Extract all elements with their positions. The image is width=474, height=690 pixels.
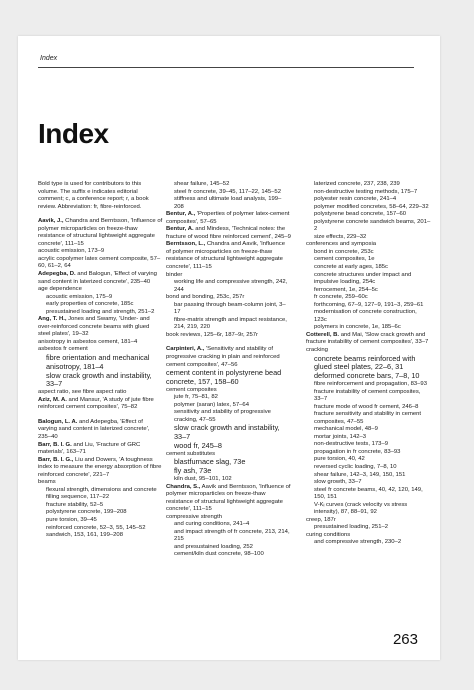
entry-text: concrete beams reinforced with glued steel plates, 22–6, 31: [314, 353, 416, 372]
entry-text: and presustained loading, 252: [174, 543, 253, 550]
entry-text: wood fr, 245–8: [174, 441, 222, 451]
index-entry: [38, 389, 163, 397]
index-subentry: [38, 354, 163, 372]
index-subentry: [306, 449, 431, 457]
entry-text: fibre reinforcement and propagation, 83–93: [314, 380, 427, 387]
entry-text: presustained loading, 251–2: [314, 524, 389, 531]
entry-text: and Mansur, 'A study of jute fibre reinforced cement composites', 75–82: [38, 396, 154, 411]
entry-text: Chandra and Aavik, 'Influence of polymer microparticles on freeze-thaw resistance of structural lightweight aggregate concrete', 111–15: [166, 241, 285, 271]
header-rule: [38, 67, 414, 68]
index-subentry: [306, 181, 431, 189]
index-entry: [38, 479, 163, 487]
index-subentry: [306, 426, 431, 434]
index-subentry: [166, 424, 291, 442]
index-entry: [166, 241, 291, 271]
index-column-3: [306, 181, 431, 547]
entry-text: compressive strength: [166, 513, 222, 520]
index-entry: [38, 218, 163, 248]
index-subentry: [306, 456, 431, 464]
entry-text: sandwich, 153, 161, 199–208: [46, 532, 123, 539]
entry-text: stiffness and ultimate load analysis, 199–208: [174, 196, 282, 210]
index-entry: [306, 241, 431, 249]
entry-text: cement composites: [166, 386, 217, 393]
index-subentry: [306, 381, 431, 389]
entry-text: cement composites, 1e: [314, 256, 375, 263]
entry-text: shear failure, 145–52: [174, 181, 230, 187]
entry-text: anisotropy in asbestos cement, 181–4: [38, 338, 138, 345]
index-entry: [166, 294, 291, 302]
entry-text: aspect ratio, see fibre aspect ratio: [38, 389, 127, 396]
index-entry: [306, 332, 431, 347]
entry-text: shear failure, 142–3, 149, 150, 151: [314, 471, 406, 478]
index-entry: [166, 514, 291, 522]
entry-text: acoustic emission, 173–9: [38, 248, 105, 255]
entry-text: cement content in polystyrene bead concrete, 157, 158–60: [166, 368, 282, 386]
entry-text: and curing conditions, 241–4: [174, 521, 250, 528]
contributor-name: Balogun, L. A.: [38, 418, 78, 425]
entry-text: acrylic copolymer latex cement composite, 57–60, 61–2, 64: [38, 255, 161, 270]
page-number: 263: [392, 631, 418, 648]
index-subentry: [166, 302, 291, 317]
index-subentry: [306, 372, 431, 381]
entry-text: slow crack growth and instability, 33–7: [174, 423, 280, 442]
entry-text: ferrocement, 1e, 254–5c: [314, 286, 378, 293]
entry-text: and Adepegba, 'Effect of varying sand content in laterized concrete', 235–40: [38, 418, 150, 440]
entry-text: fly ash, 73e: [174, 466, 212, 476]
entry-text: fibre-matrix strength and impact resistance, 214, 219, 220: [174, 316, 287, 331]
index-subentry: [38, 525, 163, 533]
index-subentry: [166, 196, 291, 211]
entry-text: cracking: [306, 347, 328, 354]
index-entry: [38, 248, 163, 256]
entry-text: polystyrene concrete, 199–208: [46, 509, 127, 516]
contributor-name: Barr, B. I. G.: [38, 441, 72, 448]
entry-text: kiln dust, 95–101, 102: [174, 475, 232, 482]
entry-text: concrete at early ages, 185c: [314, 264, 389, 271]
entry-text: curing conditions: [306, 531, 351, 538]
index-subentry: [306, 189, 431, 197]
contributor-name: Berntsson, L.,: [166, 241, 206, 248]
entry-text: polymer modified concretes, 58–64, 229–32: [314, 203, 429, 210]
contributor-name: Chandra, S.,: [166, 483, 201, 490]
index-subentry: [38, 294, 163, 302]
entry-text: polystyrene concrete sandwich beams, 201–2: [314, 218, 431, 233]
index-subentry: [306, 249, 431, 257]
running-head: Index: [40, 55, 58, 62]
entry-text: early properties of concrete, 185c: [46, 301, 134, 308]
entry-text: propagation in fr concrete, 83–93: [314, 448, 401, 455]
entry-text: beams: [38, 479, 56, 486]
index-entry: [306, 517, 431, 525]
index-subentry: [306, 196, 431, 204]
index-subentry: [306, 502, 431, 517]
index-entry: [38, 256, 163, 271]
entry-text: polymers in concrete, 1e, 185–6c: [314, 324, 401, 331]
index-subentry: [38, 487, 163, 502]
entry-text: size effects, 229–32: [314, 233, 367, 240]
entry-text: pure torsion, 39–45: [46, 516, 97, 523]
index-intro: Bold type is used for contributors to this volume. The suffix e indicates editorial comment; c, a conference report; r, a book review. Abbreviation: fr, fibre-reinforced.: [38, 181, 149, 210]
contributor-name: Bentur, A.: [166, 226, 194, 233]
entry-text: presustained loading and strength, 251–2: [46, 308, 155, 315]
entry-text: pure torsion, 40, 42: [314, 456, 365, 463]
index-subentry: [306, 472, 431, 480]
index-subentry: [306, 441, 431, 449]
index-entry: [38, 397, 163, 412]
index-subentry: [306, 219, 431, 234]
entry-text: polyester resin concrete, 241–4: [314, 196, 397, 203]
index-entry: [38, 316, 163, 339]
entry-text: slow crack growth and instability, 33–7: [46, 370, 152, 389]
entry-text: polystyrene bead concrete, 157–60: [314, 211, 407, 218]
entry-text: cement/kiln dust concrete, 98–100: [174, 551, 264, 558]
index-entry: [38, 457, 163, 480]
entry-text: fracture instability of cement composites, 33–7: [314, 388, 421, 403]
entry-text: creep, 187r: [306, 516, 336, 523]
entry-text: 'Sensitivity and stability of progressive cracking in plain and reinforced cement composites', 47–56: [166, 346, 280, 368]
entry-text: forthcoming, 67–9, 127–9, 191–3, 259–61: [314, 301, 424, 308]
index-subentry: [166, 521, 291, 529]
index-subentry: [166, 409, 291, 424]
index-subentry: [306, 272, 431, 287]
index-subentry: [306, 294, 431, 302]
index-subentry: [306, 211, 431, 219]
entry-text: bar passing through beam-column joint, 3–17: [174, 301, 286, 316]
index-entry: [166, 332, 291, 340]
index-subentry: [166, 544, 291, 552]
entry-text: and Mindess, 'Technical notes: the fracture of wood fibre reinforced cement', 245–9: [166, 226, 291, 240]
index-subentry: [166, 529, 291, 544]
index-entry: [166, 272, 291, 280]
index-subentry: [166, 189, 291, 197]
entry-text: cement substitutes: [166, 450, 216, 457]
index-subentry: [38, 532, 163, 540]
index-entry: [166, 387, 291, 395]
index-subentry: [306, 479, 431, 487]
entry-text: fr concrete, 259–60c: [314, 294, 368, 301]
index-subentry: [306, 487, 431, 502]
contributor-name: Aavik, J.,: [38, 218, 64, 225]
entry-text: conferences and symposia: [306, 241, 377, 248]
index-subentry: [166, 402, 291, 410]
index-subentry: [306, 287, 431, 295]
entry-text: non-destructive testing methods, 175–7: [314, 188, 418, 195]
entry-text: fibre orientation and mechanical anisotropy, 181–4: [46, 353, 150, 371]
entry-text: and compressive strength, 230–2: [314, 539, 402, 546]
index-entry: [38, 271, 163, 286]
index-entry: [166, 484, 291, 514]
entry-text: slow growth, 33–7: [314, 479, 362, 486]
entry-text: bond and bonding, 253c, 257r: [166, 294, 245, 301]
entry-text: acoustic emission, 175–9: [46, 293, 113, 300]
entry-text: Liu and Dowers, 'A toughness index to measure the energy absorption of fibre reinforced concrete', 221–7: [38, 456, 162, 478]
index-subentry: [38, 509, 163, 517]
index-subentry: [306, 464, 431, 472]
index-entry: [38, 419, 163, 442]
index-subentry: [166, 317, 291, 332]
entry-text: steel fr concrete, 39–45, 117–22, 145–52: [174, 188, 281, 195]
index-column-1-entries: [38, 218, 163, 539]
index-subentry: [306, 234, 431, 242]
entry-text: laterized concrete, 237, 238, 239: [314, 181, 400, 187]
entry-text: polymer (saran) latex, 57–64: [174, 401, 249, 408]
contributor-name: Bentur, A.,: [166, 211, 196, 218]
page-title: Index: [38, 118, 109, 149]
index-subentry: [38, 301, 163, 309]
entry-text: and impact strength of fr concrete, 213, 214, 215: [174, 528, 290, 543]
index-entry: [38, 442, 163, 457]
index-subentry: [166, 551, 291, 559]
index-entry: [166, 211, 291, 226]
entry-text: and Mai, 'Slow crack growth and fracture instability of cement composites', 33–7: [306, 331, 429, 346]
contributor-name: Barr, B. I. G.,: [38, 456, 74, 463]
entry-text: non-destructive tests, 173–9: [314, 441, 389, 448]
entry-text: and Balogun, 'Effect of varying sand content in laterized concrete', 235–40: [38, 271, 157, 285]
entry-text: mechanical model, 48–9: [314, 426, 378, 433]
entry-text: Chandra and Berntsson, 'Influence of polymer microparticles on freeze-thaw resistance of structural lightweight aggregate concrete', 111–15: [38, 218, 163, 247]
index-entry: [38, 339, 163, 347]
index-subentry: [166, 181, 291, 189]
entry-text: jute fr, 75–81, 82: [174, 394, 218, 401]
index-subentry: [38, 502, 163, 510]
entry-text: concrete structures under impact and impulsive loading, 254c: [314, 271, 412, 286]
index-entry: [166, 226, 291, 241]
index-subentry: [166, 279, 291, 294]
entry-text: and Liu, 'Fracture of GRC materials', 163–71: [38, 441, 141, 456]
entry-text: asbestos fr cement: [38, 346, 88, 353]
index-subentry: [306, 302, 431, 310]
entry-text: fracture mode of wood fr cement, 246–8: [314, 403, 419, 410]
index-subentry: [306, 264, 431, 272]
index-subentry: [306, 309, 431, 324]
entry-text: Jones and Swamy, 'Under- and over-reinforced concrete beams with glued steel plates', 19–32: [38, 316, 150, 338]
entry-text: flexural strength, dimensions and concrete filling sequence, 117–22: [46, 486, 157, 501]
index-subentry: [306, 434, 431, 442]
entry-text: reinforced concrete, 52–3, 55, 145–52: [46, 524, 146, 531]
contributor-name: Aziz, M. A.: [38, 396, 67, 403]
index-subentry: [306, 404, 431, 412]
index-subentry: [38, 517, 163, 525]
index-subentry: [306, 204, 431, 212]
index-subentry: [306, 389, 431, 404]
index-subentry: [306, 256, 431, 264]
entry-text: bond in concrete, 253c: [314, 248, 374, 255]
index-entry: [306, 532, 431, 540]
entry-text: 'Properties of polymer latex-cement composites', 57–65: [166, 211, 290, 225]
index-subentry: [166, 442, 291, 451]
entry-text: age dependence: [38, 286, 82, 293]
index-entry: [166, 369, 291, 387]
index-subentry: [166, 467, 291, 476]
index-subentry: [306, 324, 431, 332]
contributor-name: Carpinteri, A.,: [166, 346, 205, 353]
index-page: [18, 36, 440, 660]
entry-text: modernisation of concrete construction, 123c: [314, 309, 417, 323]
index-subentry: [38, 309, 163, 317]
index-subentry: [306, 355, 431, 373]
contributor-name: Ang, T. H.,: [38, 316, 67, 323]
entry-text: sensitivity and stability of progressive cracking, 47–55: [174, 409, 271, 423]
index-subentry: [166, 476, 291, 484]
index-column-2: [166, 181, 291, 559]
entry-text: Aavik and Berntsson, 'Influence of polymer microparticles on freeze-thaw resistance of structural lightweight aggregate concrete', 111–15: [166, 483, 291, 513]
entry-text: mortar joints, 142–3: [314, 433, 367, 440]
index-entry: [38, 286, 163, 294]
index-subentry: [166, 394, 291, 402]
entry-text: fracture sensitivity and stability in cement composites, 47–55: [314, 411, 422, 425]
entry-text: fracture stability, 52–5: [46, 501, 104, 508]
index-subentry: [306, 539, 431, 547]
index-subentry: [306, 524, 431, 532]
entry-text: reversed cyclic loading, 7–8, 10: [314, 463, 397, 470]
entry-text: deformed concrete bars, 7–8, 10: [314, 371, 420, 381]
entry-text: binder: [166, 271, 183, 278]
entry-text: V-Kᵢ curves (crack velocity vs stress intensity), 87, 88–91, 92: [314, 501, 408, 516]
entry-text: steel fr concrete beams, 40, 42, 120, 149, 150, 151: [314, 486, 423, 501]
contributor-name: Cotterell, B.: [306, 331, 340, 338]
contributor-name: Adepegba, D.: [38, 271, 76, 278]
index-subentry: [306, 411, 431, 426]
index-entry: [166, 346, 291, 369]
entry-text: book reviews, 125–6r, 187–9r, 257r: [166, 331, 259, 338]
index-column-1: [38, 181, 163, 540]
entry-text: blastfurnace slag, 73e: [174, 457, 246, 467]
index-subentry: [38, 372, 163, 390]
entry-text: working life and compressive strength, 242, 244: [174, 279, 288, 293]
